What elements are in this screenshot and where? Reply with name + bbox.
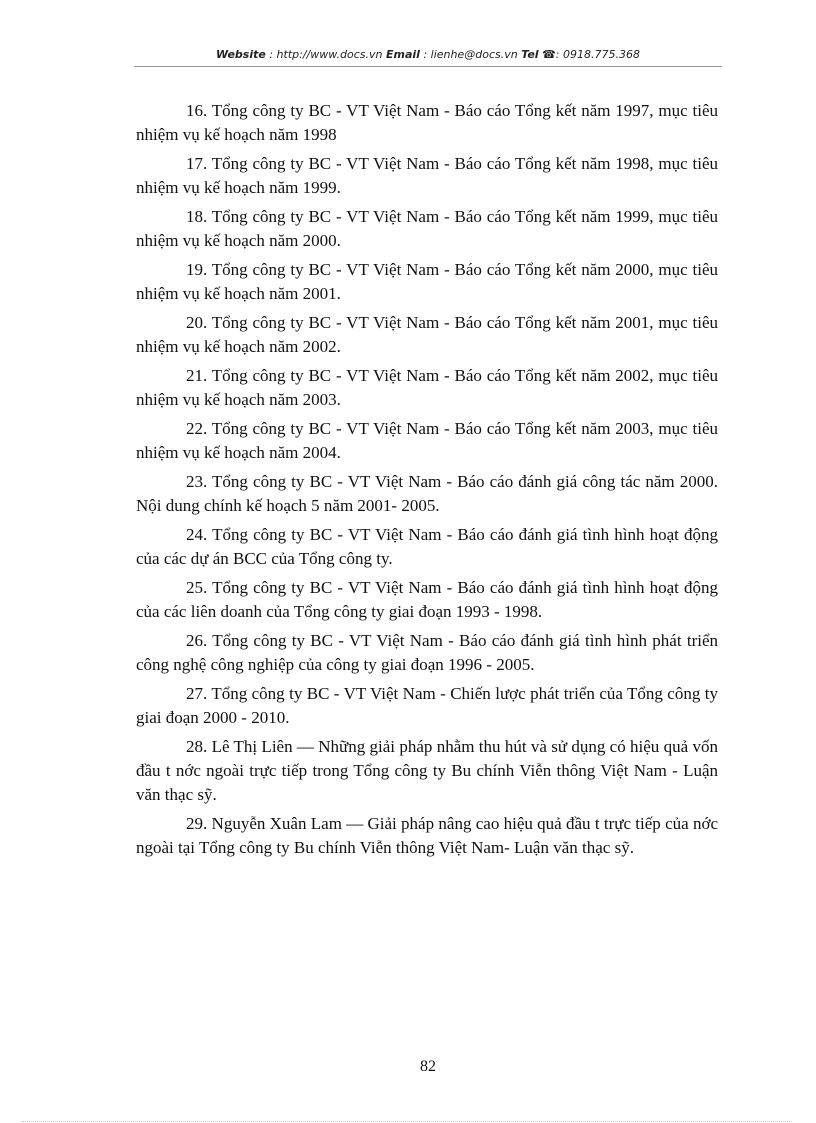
- reference-list: [136, 99, 718, 865]
- email-label: Email: [386, 48, 420, 61]
- page-bottom-divider: [22, 1121, 792, 1122]
- reference-item-29: 29. Nguyễn Xuân Lam — Giải pháp nâng cao hiệu quả đầu t trực tiếp của nớc ngoài tại Tổng công ty Bu chính Viễn thông Việt Nam- Luận văn thạc sỹ.: [136, 814, 718, 857]
- reference-item-21: 21. Tổng công ty BC - VT Việt Nam - Báo cáo Tổng kết năm 2002, mục tiêu nhiệm vụ kế hoạch năm 2003.: [136, 366, 718, 409]
- website-url[interactable]: : http://www.docs.vn: [269, 48, 383, 61]
- tel-label: Tel: [521, 48, 539, 61]
- header-divider: [134, 66, 722, 67]
- reference-item-24: 24. Tổng công ty BC - VT Việt Nam - Báo cáo đánh giá tình hình hoạt động của các dự án BCC của Tổng công ty.: [136, 525, 718, 568]
- reference-item-16: 16. Tổng công ty BC - VT Việt Nam - Báo cáo Tổng kết năm 1997, mục tiêu nhiệm vụ kế hoạch năm 1998: [136, 101, 718, 144]
- page-number: 82: [420, 1058, 436, 1075]
- reference-item-22: 22. Tổng công ty BC - VT Việt Nam - Báo cáo Tổng kết năm 2003, mục tiêu nhiệm vụ kế hoạch năm 2004.: [136, 419, 718, 462]
- page-header: [136, 48, 720, 61]
- website-label: Website: [216, 48, 266, 61]
- reference-item-18: 18. Tổng công ty BC - VT Việt Nam - Báo cáo Tổng kết năm 1999, mục tiêu nhiệm vụ kế hoạch năm 2000.: [136, 207, 718, 250]
- reference-item-17: 17. Tổng công ty BC - VT Việt Nam - Báo cáo Tổng kết năm 1998, mục tiêu nhiệm vụ kế hoạch năm 1999.: [136, 154, 718, 197]
- reference-item-20: 20. Tổng công ty BC - VT Việt Nam - Báo cáo Tổng kết năm 2001, mục tiêu nhiệm vụ kế hoạch năm 2002.: [136, 313, 718, 356]
- reference-item-26: 26. Tổng công ty BC - VT Việt Nam - Báo cáo đánh giá tình hình phát triển công nghệ công nghiệp của công ty giai đoạn 1996 - 2005.: [136, 631, 718, 674]
- reference-item-27: 27. Tổng công ty BC - VT Việt Nam - Chiến lược phát triển của Tổng công ty giai đoạn 2000 - 2010.: [136, 684, 718, 727]
- reference-item-23: 23. Tổng công ty BC - VT Việt Nam - Báo cáo đánh giá công tác năm 2000. Nội dung chính kế hoạch 5 năm 2001- 2005.: [136, 472, 718, 515]
- phone-icon: ☎: [542, 48, 556, 61]
- reference-item-25: 25. Tổng công ty BC - VT Việt Nam - Báo cáo đánh giá tình hình hoạt động của các liên doanh của Tổng công ty giai đoạn 1993 - 1998.: [136, 578, 718, 621]
- reference-item-19: 19. Tổng công ty BC - VT Việt Nam - Báo cáo Tổng kết năm 2000, mục tiêu nhiệm vụ kế hoạch năm 2001.: [136, 260, 718, 303]
- phone-number: : 0918.775.368: [555, 48, 640, 61]
- email-address[interactable]: : lienhe@docs.vn: [423, 48, 518, 61]
- reference-item-28: 28. Lê Thị Liên — Những giải pháp nhằm thu hút và sử dụng có hiệu quả vốn đầu t nớc ngoài trực tiếp trong Tổng công ty Bu chính Viễn thông Việt Nam - Luận văn thạc sỹ.: [136, 737, 718, 804]
